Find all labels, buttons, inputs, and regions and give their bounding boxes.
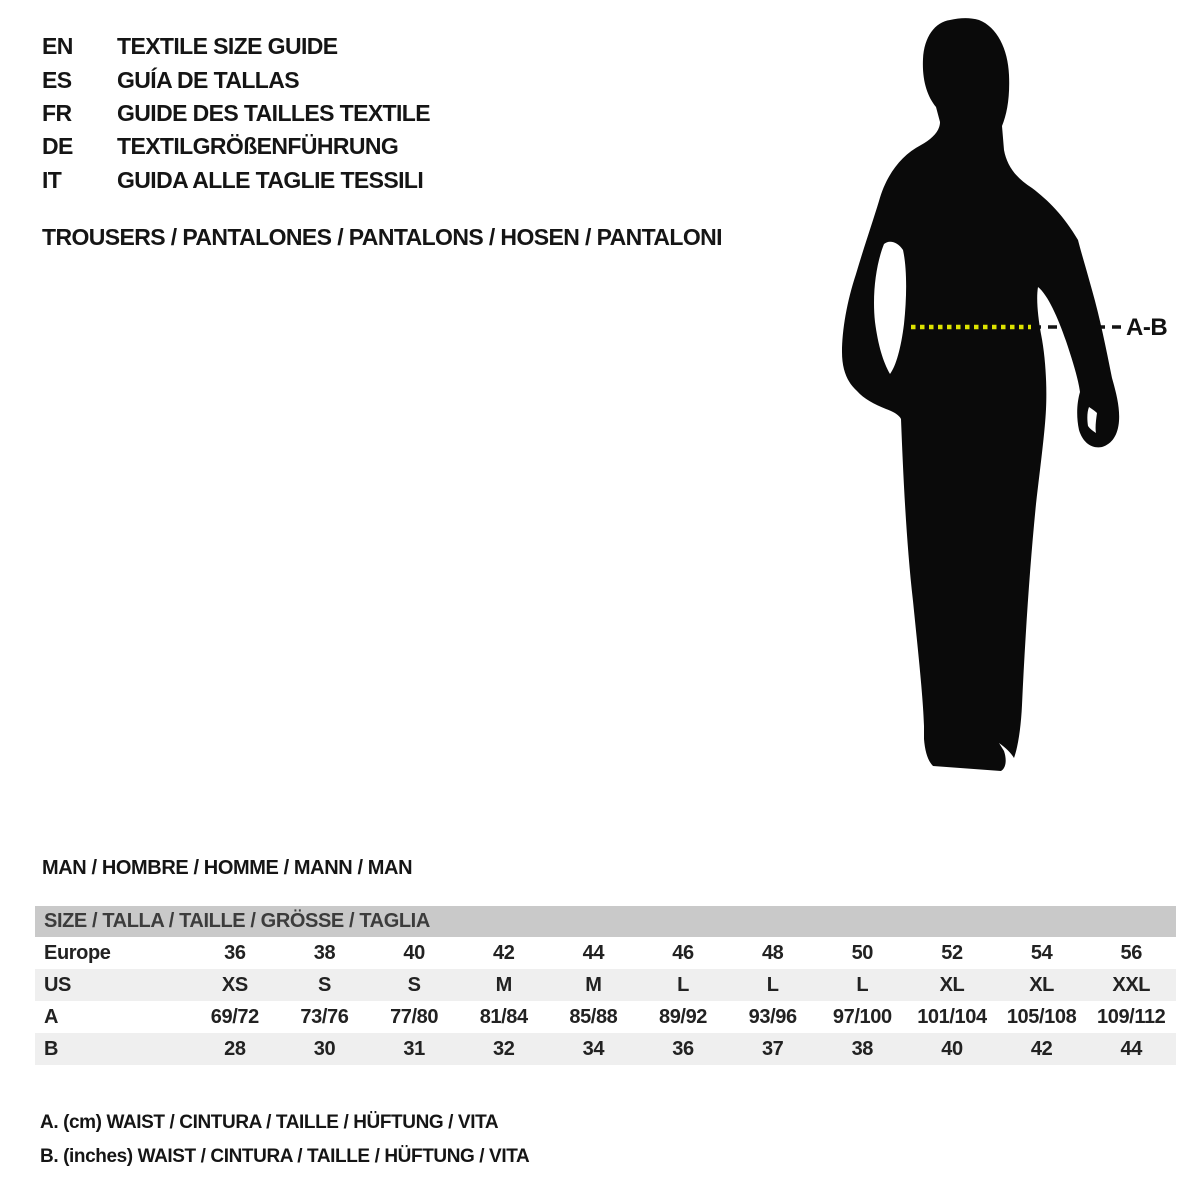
table-cell: M: [495, 974, 512, 996]
row-label: US: [44, 974, 71, 996]
table-cell: 28: [224, 1038, 246, 1060]
table-cell: L: [766, 974, 779, 996]
table-cell: 40: [403, 942, 425, 964]
language-row-de: [42, 130, 430, 163]
table-cell: 42: [493, 942, 515, 964]
footnote-b: B. (inches) WAIST / CINTURA / TAILLE / HÜFTUNG / VITA: [40, 1146, 530, 1167]
language-title: GUÍA DE TALLAS: [117, 66, 299, 93]
table-row-europe: [35, 937, 1176, 969]
table-cell: 36: [672, 1038, 694, 1060]
language-code: IT: [42, 166, 62, 193]
table-cell: 77/80: [390, 1006, 439, 1028]
table-cell: 42: [1030, 1038, 1053, 1060]
language-code: EN: [42, 33, 73, 60]
table-cell: 32: [493, 1038, 515, 1060]
table-cell: 109/112: [1097, 1006, 1166, 1028]
language-row-it: [42, 164, 430, 197]
language-row-es: [42, 63, 430, 96]
table-cell: 46: [672, 942, 694, 964]
size-table: [35, 906, 1176, 1065]
table-cell: XXL: [1112, 974, 1151, 996]
table-cell: 105/108: [1006, 1006, 1077, 1028]
table-cell: L: [856, 974, 869, 996]
language-guide: [42, 30, 430, 197]
footnote-a: A. (cm) WAIST / CINTURA / TAILLE / HÜFTUNG / VITA: [40, 1112, 499, 1133]
table-cell: 85/88: [569, 1006, 618, 1028]
table-row-us: [35, 969, 1176, 1001]
table-cell: 93/96: [748, 1006, 797, 1028]
category-title: TROUSERS / PANTALONES / PANTALONS / HOSEN / PANTALONI: [42, 224, 722, 250]
language-title: TEXTILGRÖßENFÜHRUNG: [117, 133, 399, 160]
table-cell: 38: [313, 942, 336, 964]
language-title: TEXTILE SIZE GUIDE: [117, 33, 338, 60]
footnotes: [40, 1106, 529, 1174]
table-cell: XS: [221, 974, 248, 996]
table-cell: 31: [403, 1038, 425, 1060]
table-cell: 40: [941, 1038, 963, 1060]
table-cell: 101/104: [917, 1006, 987, 1028]
table-cell: 54: [1030, 942, 1053, 964]
table-cell: 89/92: [658, 1006, 708, 1028]
row-label: Europe: [44, 942, 111, 964]
table-cell: 44: [582, 942, 605, 964]
table-cell: 73/76: [300, 1006, 349, 1028]
table-row-a-cm: [35, 1001, 1176, 1033]
table-cell: 50: [851, 942, 874, 964]
table-cell: XL: [939, 974, 965, 996]
man-silhouette: [842, 18, 1119, 771]
table-cell: XL: [1029, 974, 1054, 996]
language-title: GUIDE DES TAILLES TEXTILE: [117, 99, 430, 126]
table-cell: 52: [941, 942, 963, 964]
table-cell: 69/72: [210, 1006, 259, 1028]
table-cell: 48: [761, 942, 784, 964]
table-cell: 38: [851, 1038, 874, 1060]
language-code: DE: [42, 133, 73, 160]
row-label: A: [44, 1006, 59, 1028]
measure-label: A-B: [1126, 314, 1168, 341]
table-cell: 56: [1120, 942, 1142, 964]
table-cell: 81/84: [479, 1006, 528, 1028]
size-table-header: SIZE / TALLA / TAILLE / GRÖSSE / TAGLIA: [35, 906, 1176, 937]
table-cell: 36: [224, 942, 246, 964]
language-code: ES: [42, 66, 72, 93]
table-cell: 97/100: [832, 1006, 892, 1028]
language-title: GUIDA ALLE TAGLIE TESSILI: [117, 166, 424, 193]
table-cell: 30: [313, 1038, 336, 1060]
table-cell: M: [585, 974, 602, 996]
table-cell: S: [407, 974, 421, 996]
language-row-fr: [42, 97, 430, 130]
table-row-b-inches: [35, 1033, 1176, 1065]
language-code: FR: [42, 99, 72, 126]
row-label: B: [44, 1038, 59, 1060]
table-cell: S: [317, 974, 331, 996]
table-cell: L: [677, 974, 689, 996]
table-cell: 37: [761, 1038, 784, 1060]
language-row-en: [42, 30, 430, 63]
table-cell: 44: [1120, 1038, 1142, 1060]
section-title: MAN / HOMBRE / HOMME / MANN / MAN: [42, 857, 413, 879]
table-cell: 34: [582, 1038, 605, 1060]
